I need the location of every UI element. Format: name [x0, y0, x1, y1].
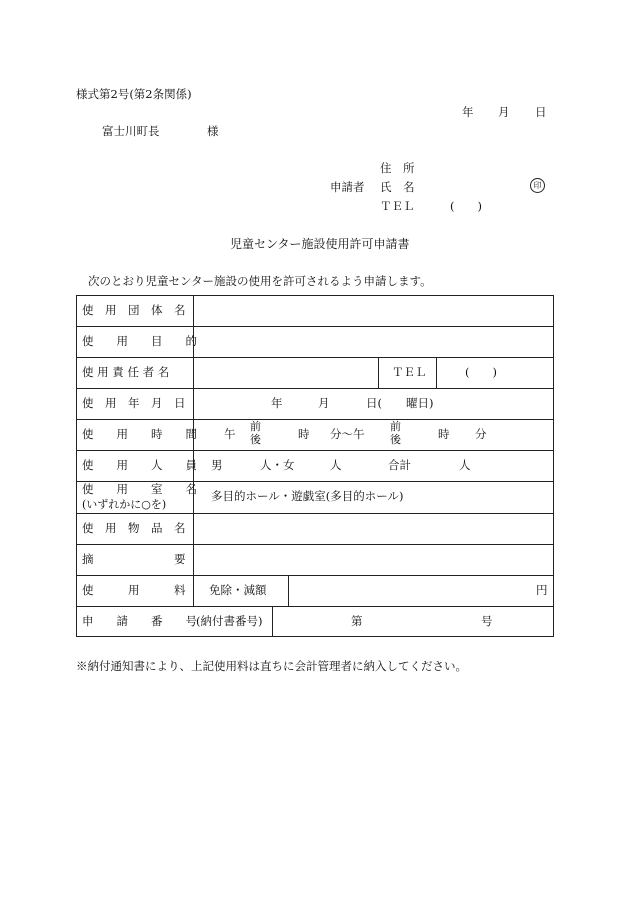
room-options[interactable]: 多目的ホール・遊戯室(多目的ホール): [211, 489, 404, 503]
time-min-2: 分: [475, 427, 487, 441]
responsible-tel-parens: ( ): [465, 365, 497, 379]
people-total: 合計: [388, 458, 411, 472]
honorific: 様: [207, 124, 219, 138]
applicant-label: 申請者: [330, 180, 365, 194]
tel-parens: ( ): [450, 199, 482, 213]
number-go: 号: [481, 614, 493, 628]
date-month-label: 月: [498, 105, 510, 119]
responsible-name-field[interactable]: [196, 360, 374, 386]
people-person-2: 人: [330, 458, 342, 472]
responsible-tel-label: ＴＥＬ: [392, 365, 427, 379]
row-label-responsible: 使 用 責 任 者 名: [82, 365, 170, 379]
row-label-notes: 摘 要: [82, 552, 186, 566]
form-number: 様式第2号(第2条関係): [76, 87, 192, 101]
row-sublabel-number: (納付書番号): [196, 614, 263, 628]
date-year: 年: [271, 396, 283, 410]
people-male: 男: [211, 458, 223, 472]
tel-label: ＴＥＬ: [380, 199, 415, 213]
row-sublabel-room: (いずれかに○を): [82, 498, 167, 511]
address-label: 住 所: [380, 161, 415, 175]
time-min-to: 分～午: [330, 427, 365, 441]
row-label-items: 使 用 物 品 名: [82, 521, 186, 535]
group-name-field[interactable]: [196, 298, 550, 324]
time-ampm-1[interactable]: [250, 421, 261, 446]
application-table: [76, 295, 554, 637]
row-label-room: 使 用 室 名: [82, 482, 197, 496]
time-pm-1: 後: [250, 432, 261, 446]
people-person-female: 人・女: [260, 458, 295, 472]
row-label-purpose: 使 用 目 的: [82, 334, 197, 348]
row-label-group-name: 使 用 団 体 名: [82, 303, 186, 317]
date-year-label: 年: [462, 105, 474, 119]
intro-text: 次のとおり児童センター施設の使用を許可されるよう申請します。: [88, 274, 432, 288]
row-label-time: 使 用 時 間: [82, 427, 197, 441]
items-field[interactable]: [196, 516, 550, 542]
fee-exemption[interactable]: 免除・減額: [209, 583, 267, 597]
document-title: 児童センター施設使用許可申請書: [230, 237, 410, 251]
date-month: 月: [318, 396, 330, 410]
row-label-date: 使 用 年 月 日: [82, 396, 186, 410]
row-label-number: 申 請 番 号: [82, 614, 197, 628]
date-day: 日(: [366, 396, 382, 410]
fee-yen: 円: [536, 583, 548, 597]
people-person-3: 人: [459, 458, 471, 472]
time-noon: 午: [224, 427, 236, 441]
notes-field[interactable]: [196, 547, 550, 573]
seal-mark: 印: [530, 178, 545, 193]
date-day-label: 日: [535, 105, 547, 119]
number-dai: 第: [351, 614, 363, 628]
footnote: ※納付通知書により、上記使用料は直ちに会計管理者に納入してください。: [76, 659, 467, 673]
addressee: 富士川町長: [102, 124, 160, 138]
name-label: 氏 名: [380, 180, 415, 194]
row-label-fee: 使 用 料: [82, 583, 186, 597]
time-am-1: 前: [250, 420, 261, 433]
row-label-people: 使 用 人 員: [82, 458, 197, 472]
date-weekday: 曜日): [406, 396, 434, 410]
time-ampm-2[interactable]: [390, 421, 401, 446]
time-am-2: 前: [390, 420, 401, 433]
purpose-field[interactable]: [196, 329, 550, 355]
time-hour-2: 時: [438, 427, 450, 441]
time-pm-2: 後: [390, 432, 401, 446]
time-hour-1: 時: [298, 427, 310, 441]
